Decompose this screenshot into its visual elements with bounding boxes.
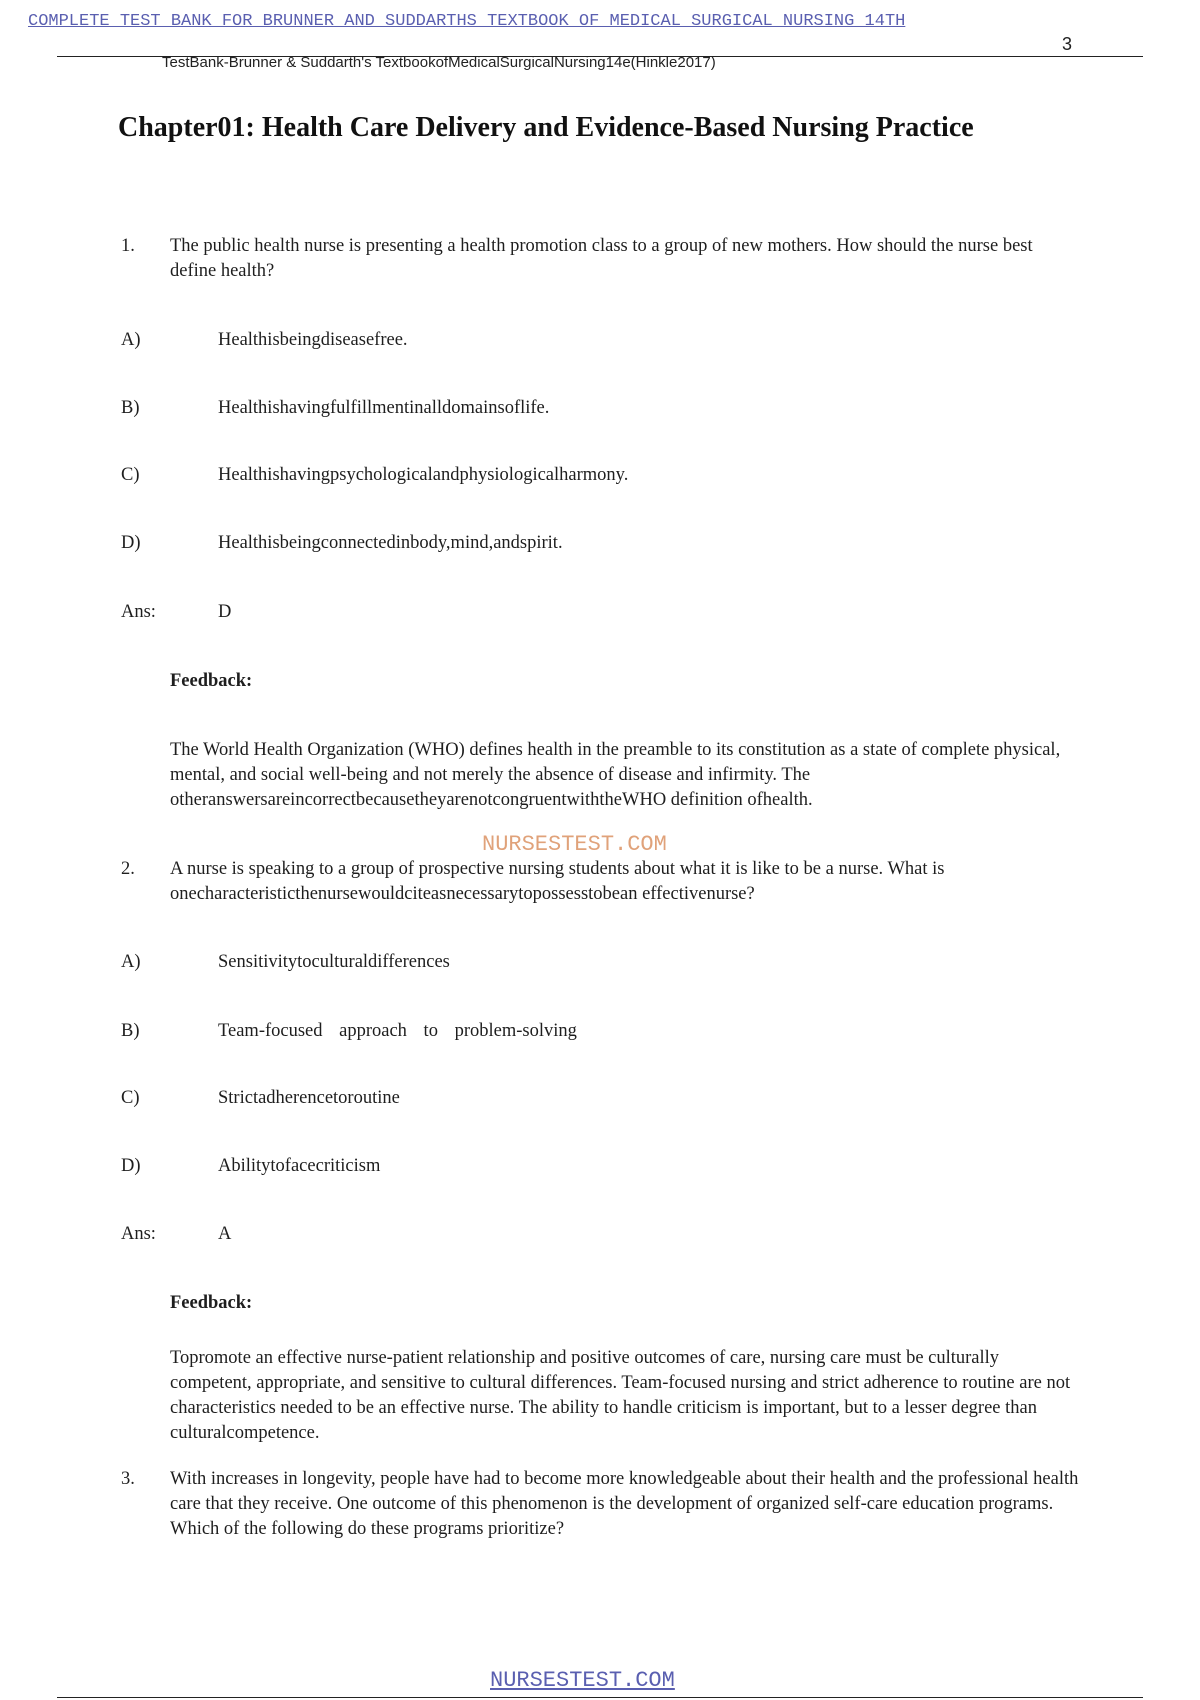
question-3-stem: With increases in longevity, people have had to become more knowledgeable about their health and the professional health care that they receive. One outcome of this phenomenon is the development of organized self-care education programs. Which of the following do these programs prioritize?	[170, 1469, 1079, 1539]
running-header: TestBank-Brunner & Suddarth's TextbookofMedicalSurgicalNursing14e(Hinkle2017)	[162, 54, 716, 71]
question-1-feedback: The World Health Organization (WHO) defines health in the preamble to its constitution as a state of complete physical, mental, and social well-being and not merely the absence of disease and infirmity. The otheranswersareincorrectbecausetheyarenotcongruentwiththeWHO definition ofhealth.	[170, 740, 1061, 810]
question-2-option-c-letter: C)	[121, 1088, 140, 1108]
question-1-option-c-letter: C)	[121, 465, 140, 485]
watermark-middle: NURSESTEST.COM	[482, 832, 667, 857]
question-1-option-d: Healthisbeingconnectedinbody,mind,andspirit.	[218, 533, 563, 553]
question-1-option-b: Healthishavingfulfillmentinalldomainsoflife.	[218, 398, 550, 418]
question-2-stem: A nurse is speaking to a group of prospective nursing students about what it is like to be a nurse. What is onecharacteristicthenursewouldciteasnecessarytopossesstobean effectivenurse?	[170, 859, 945, 904]
question-1-option-a: Healthisbeingdiseasefree.	[218, 330, 408, 350]
question-1-feedback-heading: Feedback:	[170, 671, 253, 691]
question-1-option-b-letter: B)	[121, 398, 140, 418]
question-2-option-b: Team-focused approach to problem-solving	[218, 1021, 577, 1041]
question-1-answer-label: Ans:	[121, 602, 156, 622]
page-number: 3	[1062, 34, 1073, 54]
question-2-feedback-heading: Feedback:	[170, 1293, 253, 1313]
question-2-feedback: Topromote an effective nurse-patient relationship and positive outcomes of care, nursing care must be culturally competent, appropriate, and sensitive to cultural differences. Team-focused nursing and strict adherence to routine are not characteristics needed to be an effective nurse. The ability to handle criticism is important, but to a lesser degree than culturalcompetence.	[170, 1348, 1071, 1443]
question-1-stem: The public health nurse is presenting a health promotion class to a group of new mothers. How should the nurse best define health?	[170, 236, 1033, 281]
footer-divider	[57, 1697, 1143, 1698]
question-2-answer: A	[218, 1224, 232, 1244]
footer-watermark-link[interactable]: NURSESTEST.COM	[490, 1668, 675, 1693]
question-1-number: 1.	[121, 236, 135, 256]
chapter-title: Chapter01: Health Care Delivery and Evidence-Based Nursing Practice	[118, 112, 974, 143]
question-2-option-d-letter: D)	[121, 1156, 141, 1176]
question-2-answer-label: Ans:	[121, 1224, 156, 1244]
question-2-option-a: Sensitivitytoculturaldifferences	[218, 952, 450, 972]
question-2-option-d: Abilitytofacecriticism	[218, 1156, 381, 1176]
question-2-option-c: Strictadherencetoroutine	[218, 1088, 400, 1108]
question-1-answer: D	[218, 602, 232, 622]
question-1-option-d-letter: D)	[121, 533, 141, 553]
question-2-option-a-letter: A)	[121, 952, 141, 972]
question-1-option-c: Healthishavingpsychologicalandphysiologicalharmony.	[218, 465, 629, 485]
question-1-option-a-letter: A)	[121, 330, 141, 350]
question-2-option-b-letter: B)	[121, 1021, 140, 1041]
top-banner-link[interactable]: COMPLETE TEST BANK FOR BRUNNER AND SUDDARTHS TEXTBOOK OF MEDICAL SURGICAL NURSING 14TH	[28, 12, 906, 31]
question-3-number: 3.	[121, 1469, 135, 1489]
question-2-number: 2.	[121, 859, 135, 879]
